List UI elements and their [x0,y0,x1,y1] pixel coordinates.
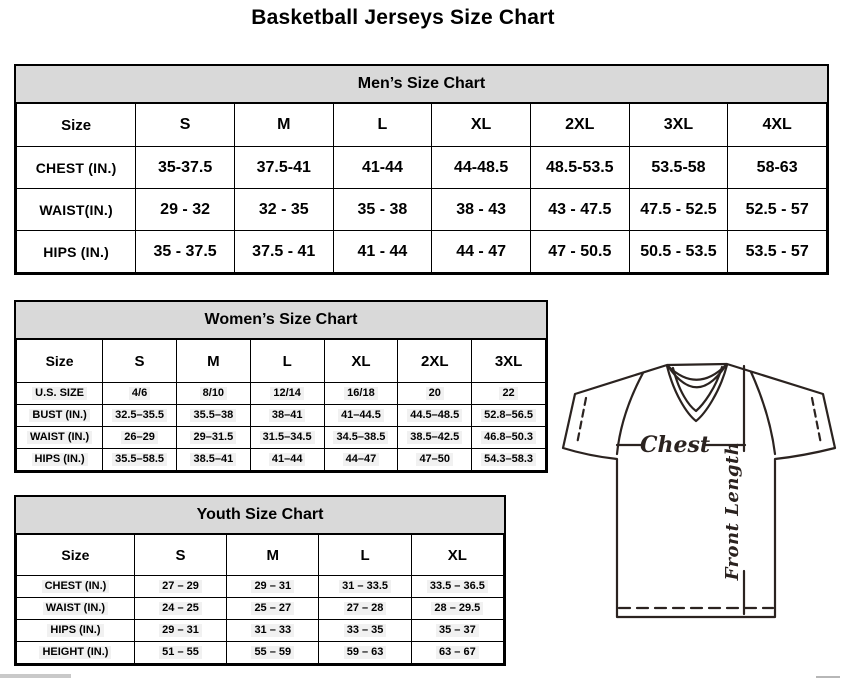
cell-text: 35 – 37 [436,624,479,637]
cell-value [472,405,546,427]
collar-band-arc-lower [668,365,726,387]
cell-value [227,642,319,664]
table-row [17,598,504,620]
jersey-diagram-svg [555,352,843,644]
size-column-header: M [234,104,333,147]
cell-text: 35.5–58.5 [112,453,167,466]
header-row [17,535,504,576]
row-label [17,449,103,471]
mens-chart-title: Men’s Size Chart [16,66,827,103]
cell-value [250,449,324,471]
table-row [17,620,504,642]
cell-text: HIPS (IN.) [47,624,103,637]
jersey-outline [563,364,835,617]
cell-text: 29–31.5 [190,431,236,444]
cell-value [134,576,226,598]
cell-text: 31 – 33.5 [339,580,391,593]
size-column-header: M [227,535,319,576]
cell-value [324,405,398,427]
cell-text: 8/10 [200,387,227,400]
size-column-header: Size [17,340,103,383]
table-row [17,231,827,273]
cell-text: 29 – 31 [159,624,202,637]
cell-value [411,620,503,642]
cell-value [398,427,472,449]
size-column-header: S [134,535,226,576]
cell-value [398,383,472,405]
womens-size-chart [14,300,548,473]
cell-value [103,427,177,449]
cell-value [176,405,250,427]
cell-text: 47–50 [416,453,453,466]
cell-value: 32 - 35 [234,189,333,231]
cell-value [319,620,411,642]
cell-value [227,620,319,642]
cutoff-element-bottom-right [816,676,840,678]
cell-text: 35.5–38 [190,409,236,422]
cell-value [411,576,503,598]
cell-text: 55 – 59 [251,646,294,659]
front-length-label: Front Length [722,441,743,581]
size-column-header: XL [324,340,398,383]
cell-value: 43 - 47.5 [530,189,629,231]
cell-value: 29 - 32 [136,189,235,231]
cell-value [103,383,177,405]
cell-value [176,383,250,405]
cell-value [134,620,226,642]
size-column-header: S [103,340,177,383]
cell-text: CHEST (IN.) [42,580,110,593]
cell-text: 22 [499,387,517,400]
cell-value [324,383,398,405]
row-label [17,383,103,405]
cell-value: 58-63 [728,147,827,189]
row-label [17,620,135,642]
size-column-header: 3XL [629,104,728,147]
table-row [17,642,504,664]
cell-text: 33 – 35 [344,624,387,637]
cell-value: 47.5 - 52.5 [629,189,728,231]
header-row [17,104,827,147]
jersey-measurement-diagram [555,352,843,644]
cell-value [398,449,472,471]
cell-value: 41 - 44 [333,231,432,273]
cell-text: 26–29 [121,431,158,444]
size-column-header: L [319,535,411,576]
size-column-header: XL [432,104,531,147]
size-column-header: 2XL [530,104,629,147]
cell-text: 52.8–56.5 [481,409,536,422]
row-label [17,642,135,664]
cutoff-element-bottom-left [0,674,71,678]
cell-value: 35 - 38 [333,189,432,231]
cell-text: 41–44 [269,453,306,466]
cell-text: 44.5–48.5 [407,409,462,422]
cell-value [472,449,546,471]
cell-text: 41–44.5 [338,409,384,422]
cell-value [250,383,324,405]
cell-value [134,598,226,620]
cell-value [324,449,398,471]
cell-text: WAIST (IN.) [43,602,108,615]
cell-text: 27 – 28 [344,602,387,615]
page-title: Basketball Jerseys Size Chart [251,6,555,29]
mens-size-table [16,103,827,273]
youth-chart-title: Youth Size Chart [16,497,504,534]
cell-text: 38–41 [269,409,306,422]
cell-text: 27 – 29 [159,580,202,593]
cell-value [472,383,546,405]
cell-text: HEIGHT (IN.) [39,646,111,659]
cell-value: 47 - 50.5 [530,231,629,273]
youth-size-chart [14,495,506,666]
cell-text: 51 – 55 [159,646,202,659]
table-row [17,147,827,189]
cell-text: 46.8–50.3 [481,431,536,444]
cell-text: 25 – 27 [251,602,294,615]
table-row [17,449,546,471]
cell-value [324,427,398,449]
table-row [17,576,504,598]
cell-value [398,405,472,427]
cell-value [411,642,503,664]
table-row [17,189,827,231]
cell-value [319,598,411,620]
cell-value: 35-37.5 [136,147,235,189]
cell-text: 34.5–38.5 [333,431,388,444]
cell-text: 4/6 [129,387,150,400]
size-column-header: 3XL [472,340,546,383]
cell-value: 50.5 - 53.5 [629,231,728,273]
size-column-header: 2XL [398,340,472,383]
cell-value: 37.5-41 [234,147,333,189]
cell-value: 38 - 43 [432,189,531,231]
cell-text: 44–47 [343,453,380,466]
size-column-header: XL [411,535,503,576]
cell-text: 38.5–41 [190,453,236,466]
row-label: CHEST (IN.) [17,147,136,189]
size-column-header: M [176,340,250,383]
cell-value [250,405,324,427]
youth-size-table [16,534,504,664]
row-label [17,598,135,620]
size-column-header: 4XL [728,104,827,147]
size-column-header: L [250,340,324,383]
womens-size-table [16,339,546,471]
row-label: HIPS (IN.) [17,231,136,273]
cell-value [319,576,411,598]
cell-value: 48.5-53.5 [530,147,629,189]
cell-value: 41-44 [333,147,432,189]
header-row [17,340,546,383]
size-column-header: S [136,104,235,147]
cell-value [227,576,319,598]
womens-chart-title: Women’s Size Chart [16,302,546,339]
cell-value [103,449,177,471]
cell-text: WAIST (IN.) [27,431,92,444]
cell-text: 59 – 63 [344,646,387,659]
cell-text: 31.5–34.5 [260,431,315,444]
cell-text: 32.5–35.5 [112,409,167,422]
row-label [17,427,103,449]
size-column-header: L [333,104,432,147]
cell-text: 12/14 [270,387,304,400]
cell-text: 33.5 – 36.5 [427,580,488,593]
cell-text: 29 – 31 [251,580,294,593]
cell-text: 16/18 [344,387,378,400]
cell-text: BUST (IN.) [29,409,89,422]
row-label [17,576,135,598]
cell-value: 44 - 47 [432,231,531,273]
cell-text: 38.5–42.5 [407,431,462,444]
cell-value: 52.5 - 57 [728,189,827,231]
size-column-header: Size [17,535,135,576]
mens-size-chart [14,64,829,275]
cell-text: 28 – 29.5 [431,602,483,615]
cell-text: 31 – 33 [251,624,294,637]
cell-value [472,427,546,449]
sleeve-cuff-dash-left [577,398,586,444]
table-row [17,405,546,427]
armhole-seam-right [751,372,775,454]
chest-label: Chest [639,432,711,458]
cell-value [227,598,319,620]
cell-text: 24 – 25 [159,602,202,615]
cell-text: U.S. SIZE [32,387,87,400]
cell-text: 54.3–58.3 [481,453,536,466]
cell-value: 53.5-58 [629,147,728,189]
cell-value [103,405,177,427]
sleeve-cuff-dash-right [812,398,821,444]
table-row [17,383,546,405]
table-row [17,427,546,449]
row-label [17,405,103,427]
cell-value: 35 - 37.5 [136,231,235,273]
cell-value [176,427,250,449]
cell-value: 37.5 - 41 [234,231,333,273]
cell-value [319,642,411,664]
size-column-header: Size [17,104,136,147]
cell-text: 63 – 67 [436,646,479,659]
cell-value [411,598,503,620]
row-label: WAIST(IN.) [17,189,136,231]
cell-value [250,427,324,449]
cell-value [176,449,250,471]
cell-value: 44-48.5 [432,147,531,189]
cell-value: 53.5 - 57 [728,231,827,273]
cell-text: 20 [426,387,444,400]
cell-text: HIPS (IN.) [32,453,88,466]
cell-value [134,642,226,664]
